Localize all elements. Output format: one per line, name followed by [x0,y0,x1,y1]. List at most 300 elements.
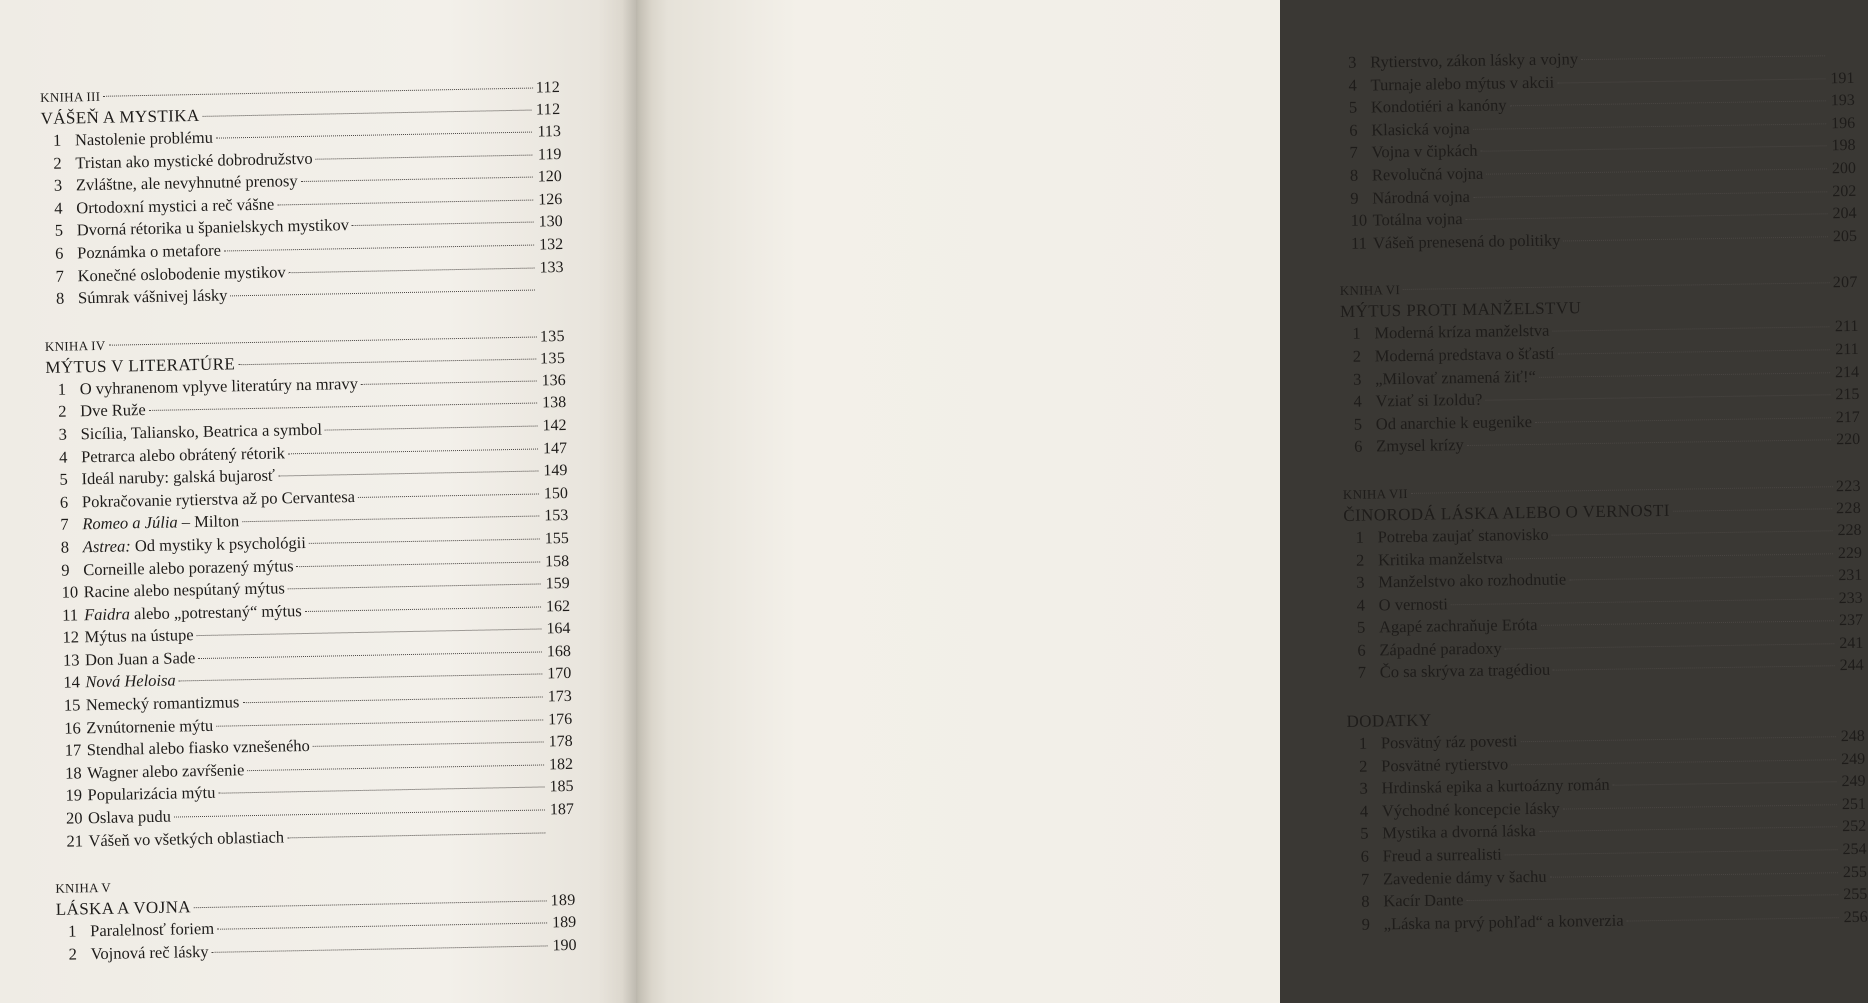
dot-leader [1467,439,1831,447]
entry-number: 1 [1358,733,1368,753]
entry-page: 191 [1830,69,1855,87]
dot-leader [224,244,534,252]
entry-title-text: Manželstvo ako rozhodnutie [1378,569,1567,592]
dot-leader [1466,212,1828,220]
entry-number: 3 [1352,369,1362,389]
dot-leader [1451,597,1834,605]
entry-number: 3 [1359,778,1368,798]
entry-title-text: alebo „potrestaný“ mýtus [129,600,302,624]
entry-number: 7 [60,514,69,534]
dot-leader [103,88,533,97]
dot-leader [1581,54,1825,60]
entry-page: 217 [1835,408,1860,426]
entry-title-text: Ideál naruby: galská bujarosť [81,465,276,489]
entry-number: 3 [1348,52,1357,72]
entry-page: 254 [1842,840,1867,859]
dot-leader [1550,871,1838,878]
dot-leader [238,358,536,365]
entry-title [87,782,215,807]
entry-title [1382,844,1501,868]
entry-title-text: Wagner alebo zavŕšenie [86,760,245,783]
entry-title-text: Oslava pudu [87,806,172,828]
entry-page: 249 [1841,750,1866,768]
entry-page: 187 [549,800,575,819]
entry-number: 16 [64,717,81,738]
entry-title-text: Vášeň vo všetkých oblastiach [88,827,285,850]
book-label-page: 135 [539,327,566,346]
entry-page: 211 [1834,318,1859,336]
entry-title [1371,95,1507,120]
entry-page: 178 [548,733,573,751]
entry-page: 252 [1842,818,1867,836]
entry-number: 4 [1348,75,1357,95]
entry-page: 126 [538,190,563,209]
dot-leader [358,492,539,497]
dot-leader [1473,190,1827,198]
entry-page: 237 [1838,612,1864,630]
entry-page: 255 [1842,863,1868,881]
entry-title-text: Nastolenie problému [74,127,214,150]
part-title: VÁŠEŇ A MYSTIKA [40,105,200,128]
entry-page: 256 [1843,908,1868,926]
entry-page: 255 [1843,885,1868,904]
entry-page: 119 [537,145,562,164]
entry-title-text: Petrarca alebo obrátený rétorik [80,442,286,466]
dot-leader [1563,803,1837,809]
dot-leader [1569,574,1833,580]
entry-title [1372,208,1462,232]
entry-page: 190 [552,936,577,955]
entry-number: 19 [65,785,83,806]
entry-title [1378,569,1566,595]
entry-number: 2 [68,944,78,964]
entry-title [84,600,302,627]
entry-number: 15 [63,695,81,715]
dot-leader [247,763,544,771]
entry-title-text: Potreba zaujať stanovisko [1377,524,1549,547]
entry-page: 138 [541,394,567,412]
entry-page: 133 [539,258,564,277]
dot-leader [179,673,543,682]
entry-title-text: O vernosti [1378,593,1449,615]
entry-title-text: Zvláštne, ale nevyhnutné prenosy [75,171,298,195]
entry-title-text: Konečné oslobodenie mystikov [77,261,286,285]
dot-leader [1673,508,1832,512]
entry-title [87,759,245,785]
entry-page: 215 [1835,385,1860,404]
entry-number: 6 [1354,436,1363,457]
dot-leader [1473,122,1826,130]
entry-title [1372,185,1470,209]
part-title: MÝTUS V LITERATÚRE [45,354,236,377]
entry-title [1377,524,1548,549]
entry-page: 130 [538,213,563,231]
book-label: KNIHA IV [44,337,106,354]
entry-number: 6 [54,243,64,263]
entry-number: 14 [63,672,81,693]
dot-leader [198,650,542,659]
entry-title-text: Ortodoxní mystici a reč vášne [76,194,275,218]
dot-leader [288,447,538,454]
part-title: DODATKY [1346,710,1432,731]
entry-page: 168 [546,642,572,661]
entry-title-text: Moderná predstava o šťastí [1374,343,1555,366]
entry-title [1376,411,1533,436]
part-title-page: 228 [1835,499,1862,518]
entry-title [1379,593,1449,617]
entry-title [85,670,176,694]
entry-number: 7 [1357,663,1367,683]
dot-leader [1509,99,1825,106]
entry-page: 231 [1838,566,1863,585]
entry-page: 202 [1832,182,1857,200]
dot-leader [217,922,547,930]
entry-number: 6 [1349,120,1358,140]
entry-title [78,285,228,310]
entry-number: 2 [1352,346,1362,366]
entry-number: 7 [1360,869,1370,889]
entry-page: 244 [1839,657,1864,675]
entry-number: 8 [1361,891,1370,911]
dot-leader [313,741,544,747]
entry-title [1370,71,1554,96]
dot-leader [197,628,542,637]
entry-number: 5 [1356,617,1366,638]
entry-page: 173 [547,687,572,706]
entry-page: 159 [545,575,570,593]
entry-number: 6 [1357,640,1366,660]
entry-number: 7 [55,266,65,286]
entry-title-text: Od anarchie k eugenike [1375,411,1533,434]
book-label-page: 207 [1832,274,1858,292]
entry-title-text: Don Juan a Sade [84,647,196,670]
entry-number: 8 [55,288,65,308]
entry-title-text: – Milton [177,511,240,532]
dot-leader [1505,642,1835,649]
entry-title [86,691,240,717]
dot-leader [1539,371,1830,378]
entry-title-text: Zmysel krízy [1376,435,1464,456]
entry-title-text: Pokračovanie rytierstva až po Cervantesa [81,486,356,511]
entry-title-text: Vojna v čipkách [1371,141,1478,162]
dot-leader [309,537,540,543]
dot-leader [287,831,545,838]
entry-title-text: Východné koncepcie lásky [1381,798,1560,821]
entry-title-text: Corneille alebo porazený mýtus [83,555,294,579]
entry-number: 6 [59,492,69,512]
entry-title-text: Mystika a dvorná láska [1382,821,1536,843]
entry-title-text: Mýtus na ústupe [84,625,194,647]
entry-title-text: Posvätné rytierstvo [1381,754,1509,776]
entry-title-text: Popularizácia mýtu [87,783,216,805]
entry-page: 211 [1835,340,1859,359]
entry-title [1383,889,1464,913]
entry-title [1374,320,1549,345]
dot-leader [1627,916,1839,921]
dot-leader [1466,893,1838,901]
entry-title-text: Dve Ruže [80,400,146,421]
entry-page: 150 [543,484,569,503]
entry-title-text: Paralelnosť foriem [90,919,215,941]
dot-leader [149,402,537,411]
entry-number: 3 [1356,572,1365,592]
entry-title-italic: Romeo a Júlia [82,512,178,534]
entry-title [86,714,213,739]
dot-leader [216,131,532,139]
entry-page: 164 [546,620,571,638]
entry-title [85,647,196,672]
part-title-page: 112 [535,101,561,119]
entry-title-text: Sicília, Taliansko, Beatrica a symbol [80,419,323,444]
right-page [636,0,1868,1003]
entry-title [87,735,311,762]
entry-page: 113 [537,123,562,141]
entry-page: 249 [1841,773,1866,791]
book-label: KNIHA VI [1339,282,1401,299]
entry-title-text: Hrdinská epika a kurtoázny román [1381,775,1610,798]
entry-number: 6 [1360,846,1370,866]
entry-title [75,127,213,152]
dot-leader [1541,620,1834,627]
entry-page: 229 [1837,544,1863,562]
entry-number: 18 [64,763,82,783]
dot-leader [316,153,533,159]
entry-title [84,624,194,649]
dot-leader [305,605,541,612]
book-label: KNIHA V [55,880,112,897]
dot-leader [203,110,532,117]
book-label: KNIHA III [40,88,101,105]
entry-number: 21 [66,830,84,851]
entry-page: 198 [1831,137,1856,155]
entry-title-italic: Nová Heloisa [85,670,176,692]
dot-leader [230,289,535,297]
entry-number: 9 [61,560,70,580]
dot-leader [1552,326,1829,332]
dot-leader [289,266,535,273]
entry-title [1378,547,1503,572]
entry-number: 3 [58,424,68,444]
entry-number: 11 [61,605,79,625]
entry-number: 1 [68,921,77,941]
entry-title [1373,229,1561,255]
entry-number: 10 [1350,210,1368,230]
entry-title [1376,434,1464,458]
entry-title-text: „Láska na prvý pohľad“ a konverzia [1383,910,1624,934]
entry-title-text: Národná vojna [1372,186,1471,208]
entry-title [1375,389,1482,413]
entry-number: 5 [59,469,68,489]
entry-page: 248 [1840,727,1865,746]
entry-number: 5 [1348,97,1358,117]
entry-title-text: Poznámka o metafore [76,240,222,263]
toc-left [40,78,577,966]
entry-title-text: Súmrak vášnivej lásky [77,285,228,308]
dot-leader [1613,780,1837,786]
entry-number: 9 [1350,188,1359,208]
entry-title-text: Vášeň prenesená do politiky [1372,230,1561,253]
entry-number: 5 [1353,414,1363,434]
book-label-page: 112 [535,79,561,97]
dot-leader [216,718,543,726]
entry-page: 120 [537,168,562,186]
entry-title-text: Moderná kríza manželstva [1374,321,1550,343]
dot-leader [361,379,537,384]
dot-leader [1486,167,1827,174]
entry-page: 189 [551,914,577,932]
entry-page: 193 [1830,92,1855,110]
entry-page: 155 [544,529,569,548]
dot-leader [212,944,548,952]
entry-number: 1 [1352,323,1361,344]
entry-page: 158 [545,552,570,570]
entry-title [1381,753,1508,778]
entry-title [1381,730,1518,755]
entry-title-text: Nemecký romantizmus [85,692,240,715]
entry-page: 220 [1836,431,1861,449]
entry-title-text: Kondotiéri a kanóny [1370,95,1507,117]
entry-page: 182 [548,755,574,774]
dot-leader [174,808,545,817]
entry-number: 2 [1359,756,1368,776]
entry-title-text: Od mystiky k psychológii [130,532,307,556]
book-label-page: 223 [1835,477,1862,496]
entry-title [1381,774,1610,800]
part-title-page: 189 [550,892,576,910]
entry-title-text: Racine alebo nespútaný mýtus [83,578,285,602]
entry-title-text: Posvätný ráz povesti [1380,731,1518,753]
entry-title [1371,140,1477,164]
entry-title [77,261,285,288]
entry-page: 241 [1839,634,1864,653]
entry-number: 2 [53,153,62,173]
entry-title-text: O vyhranenom vplyve literatúry na mravy [79,373,359,399]
entry-title [1379,637,1502,662]
entry-page: 196 [1831,114,1856,133]
dot-leader [1511,758,1836,765]
dot-leader [1553,665,1835,671]
entry-title [88,806,171,830]
entry-title [88,826,284,852]
entry-title-text: Turnaje alebo mýtus v akcii [1370,72,1555,95]
entry-title [80,399,146,423]
entry-number: 5 [1360,824,1369,844]
dot-leader [1557,77,1825,83]
entry-page: 204 [1832,204,1857,223]
entry-title [77,240,221,265]
entry-page: 200 [1831,159,1857,178]
dot-leader [1481,145,1827,152]
entry-number: 9 [1361,914,1371,934]
entry-number: 8 [1349,165,1359,185]
entry-page: 149 [543,462,568,480]
entry-number: 12 [62,627,80,647]
entry-number: 2 [58,401,67,422]
part-title: MÝTUS PROTI MANŽELSTVU [1339,298,1582,322]
entry-title [1379,614,1538,639]
entry-page: 185 [549,778,574,796]
entry-page: 176 [548,710,573,729]
entry-title [1375,343,1555,368]
entry-title [80,419,322,446]
entry-page: 214 [1834,363,1860,381]
entry-title-italic: Astrea: [82,536,131,557]
dot-leader [1563,235,1828,241]
entry-page: 132 [538,235,564,254]
entry-page: 233 [1838,589,1863,607]
entry-title-text: Freud a surrealisti [1382,844,1502,866]
entry-title-text: „Milovať znamená žiť!“ [1374,366,1536,388]
dot-leader [1558,348,1830,354]
entry-title-text: Kacír Dante [1383,890,1464,911]
dot-leader [194,901,547,909]
entry-title-text: Agapé zachraňuje Eróta [1378,615,1538,637]
entry-title [1380,659,1551,684]
entry-number: 10 [61,582,79,602]
dot-leader [1505,848,1838,855]
entry-title-text: Čo sa skrýva za tragédiou [1379,660,1551,682]
dot-leader [1520,735,1835,742]
dot-leader [301,176,533,182]
entry-number: 4 [54,198,63,218]
dot-leader [242,515,539,523]
entry-title-text: Stendhal alebo fiasko vznešeného [86,736,310,760]
entry-number: 13 [62,650,80,670]
part-title: LÁSKA A VOJNA [55,897,192,920]
entry-number: 5 [54,220,64,241]
entry-page: 170 [547,665,572,683]
entry-title-text: Zvnútornenie mýtu [86,715,214,737]
dot-leader [1403,283,1830,291]
entry-title-text: Klasická vojna [1371,118,1470,140]
dot-leader [278,470,538,477]
entry-number: 3 [53,175,63,195]
entry-page: 162 [545,597,571,616]
entry-number: 2 [1355,550,1365,570]
book-label: KNIHA VII [1342,485,1408,502]
dot-leader [218,786,544,794]
entry-title-text: Totálna vojna [1372,209,1463,230]
entry-title [1382,797,1560,822]
entry-page: 147 [542,439,568,457]
entry-page: 142 [542,416,567,435]
entry-number: 17 [64,740,82,760]
entry-page: 205 [1832,227,1858,245]
entry-title-text: Tristan ako mystické dobrodružstvo [75,148,313,172]
entry-number: 8 [60,537,70,557]
entry-number: 4 [1359,801,1369,821]
dot-leader [1535,416,1831,423]
part-title-page: 135 [539,349,566,368]
entry-title-text: Rytierstvo, zákon lásky a vojny [1370,49,1579,72]
entry-title [1382,820,1536,845]
entry-title-text: Kritika manželstva [1377,547,1504,569]
entry-page: 228 [1837,521,1862,540]
dot-leader [242,696,542,704]
left-page [0,0,636,1003]
entry-number: 4 [1353,391,1362,411]
dot-leader [288,583,541,590]
entry-number: 1 [52,130,62,150]
entry-number: 4 [58,447,68,467]
entry-title [1383,865,1547,890]
entry-title [1372,163,1484,187]
dot-leader [1506,552,1833,559]
entry-page: 153 [544,507,569,525]
entry-title [1375,365,1536,390]
entry-title [90,918,214,943]
entry-number: 11 [1350,233,1368,253]
